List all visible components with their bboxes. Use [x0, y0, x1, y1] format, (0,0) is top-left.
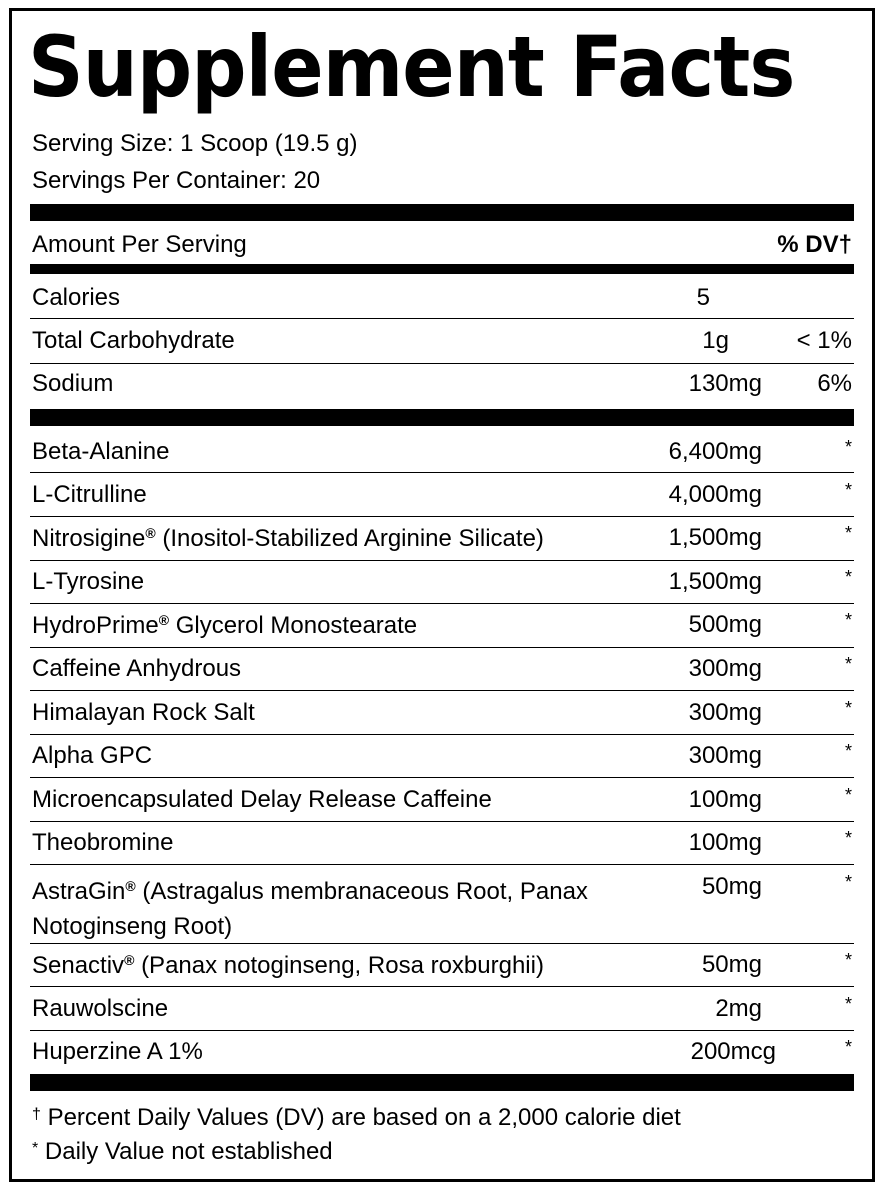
medium-divider	[30, 264, 854, 274]
ingredient-amount: 6,400mg	[668, 438, 762, 465]
ingredient-name: HydroPrime® Glycerol Monostearate	[32, 612, 418, 639]
nutrient-name: Total Carbohydrate	[32, 327, 235, 354]
row-divider	[30, 516, 854, 517]
row-divider	[30, 864, 854, 865]
ingredient-dv: *	[844, 994, 852, 1014]
servings-per-container: Servings Per Container: 20	[32, 167, 321, 194]
nutrient-amount: 130mg	[688, 370, 762, 397]
ingredient-name: Senactiv® (Panax notoginseng, Rosa roxburghii)	[32, 952, 544, 979]
ingredient-amount: 4,000mg	[668, 481, 762, 508]
nutrient-amount: 5	[696, 284, 710, 311]
thick-divider	[30, 409, 854, 426]
row-divider	[30, 734, 854, 735]
ingredient-amount: 300mg	[688, 742, 762, 769]
row-divider	[30, 472, 854, 473]
row-divider	[30, 560, 854, 561]
row-divider	[30, 690, 854, 691]
nutrient-name: Sodium	[32, 370, 114, 397]
nutrient-dv: 6%	[817, 370, 852, 397]
ingredient-amount: 2mg	[715, 995, 762, 1022]
row-divider	[30, 943, 854, 944]
panel-title: Supplement Facts	[28, 18, 795, 116]
ingredient-name: Beta-Alanine	[32, 438, 170, 465]
ingredient-dv: *	[844, 698, 852, 718]
ingredient-amount: 50mg	[701, 873, 762, 900]
ingredient-amount: 100mg	[688, 786, 762, 813]
ingredient-dv: *	[844, 785, 852, 805]
ingredient-amount: 50mg	[701, 951, 762, 978]
row-divider	[30, 363, 854, 364]
ingredient-amount: 1,500mg	[668, 524, 762, 551]
nutrient-dv: < 1%	[796, 327, 852, 354]
ingredient-dv: *	[844, 523, 852, 543]
dv-footnote: † Percent Daily Values (DV) are based on a 2,000 calorie diet	[32, 1104, 681, 1131]
ingredient-name: L-Tyrosine	[32, 568, 145, 595]
row-divider	[30, 821, 854, 822]
ingredient-dv: *	[844, 872, 852, 892]
nutrient-amount: 1g	[702, 327, 729, 354]
ingredient-amount: 1,500mg	[668, 568, 762, 595]
ingredient-name: Nitrosigine® (Inositol-Stabilized Arginine Silicate)	[32, 525, 544, 552]
ingredient-amount: 300mg	[688, 655, 762, 682]
amount-per-serving-label: Amount Per Serving	[32, 231, 247, 258]
ingredient-dv: *	[844, 1037, 852, 1057]
ingredient-dv: *	[844, 828, 852, 848]
ingredient-amount: 200mcg	[690, 1038, 776, 1065]
thick-divider	[30, 204, 854, 221]
ingredient-dv: *	[844, 654, 852, 674]
ingredient-amount: 100mg	[688, 829, 762, 856]
ingredient-name: L-Citrulline	[32, 481, 147, 508]
star-footnote: * Daily Value not established	[32, 1138, 333, 1165]
row-divider	[30, 777, 854, 778]
row-divider	[30, 647, 854, 648]
ingredient-dv: *	[844, 567, 852, 587]
ingredient-name: Alpha GPC	[32, 742, 153, 769]
ingredient-dv: *	[844, 480, 852, 500]
ingredient-name: Huperzine A 1%	[32, 1038, 203, 1065]
row-divider	[30, 1030, 854, 1031]
row-divider	[30, 986, 854, 987]
thick-divider	[30, 1074, 854, 1091]
ingredient-dv: *	[844, 437, 852, 457]
supplement-facts-panel	[9, 8, 875, 1182]
ingredient-dv: *	[844, 610, 852, 630]
ingredient-dv: *	[844, 741, 852, 761]
ingredient-name: Microencapsulated Delay Release Caffeine	[32, 786, 492, 813]
row-divider	[30, 603, 854, 604]
ingredient-amount: 500mg	[688, 611, 762, 638]
row-divider	[30, 318, 854, 319]
ingredient-name: Himalayan Rock Salt	[32, 699, 255, 726]
serving-size: Serving Size: 1 Scoop (19.5 g)	[32, 130, 358, 157]
ingredient-dv: *	[844, 950, 852, 970]
dv-header-label: % DV†	[777, 231, 852, 258]
ingredient-name: AstraGin® (Astragalus membranaceous Root, Panax Notoginseng Root)	[32, 878, 588, 940]
ingredient-name: Rauwolscine	[32, 995, 169, 1022]
ingredient-name: Caffeine Anhydrous	[32, 655, 242, 682]
nutrient-name: Calories	[32, 284, 121, 311]
ingredient-amount: 300mg	[688, 699, 762, 726]
ingredient-name: Theobromine	[32, 829, 174, 856]
